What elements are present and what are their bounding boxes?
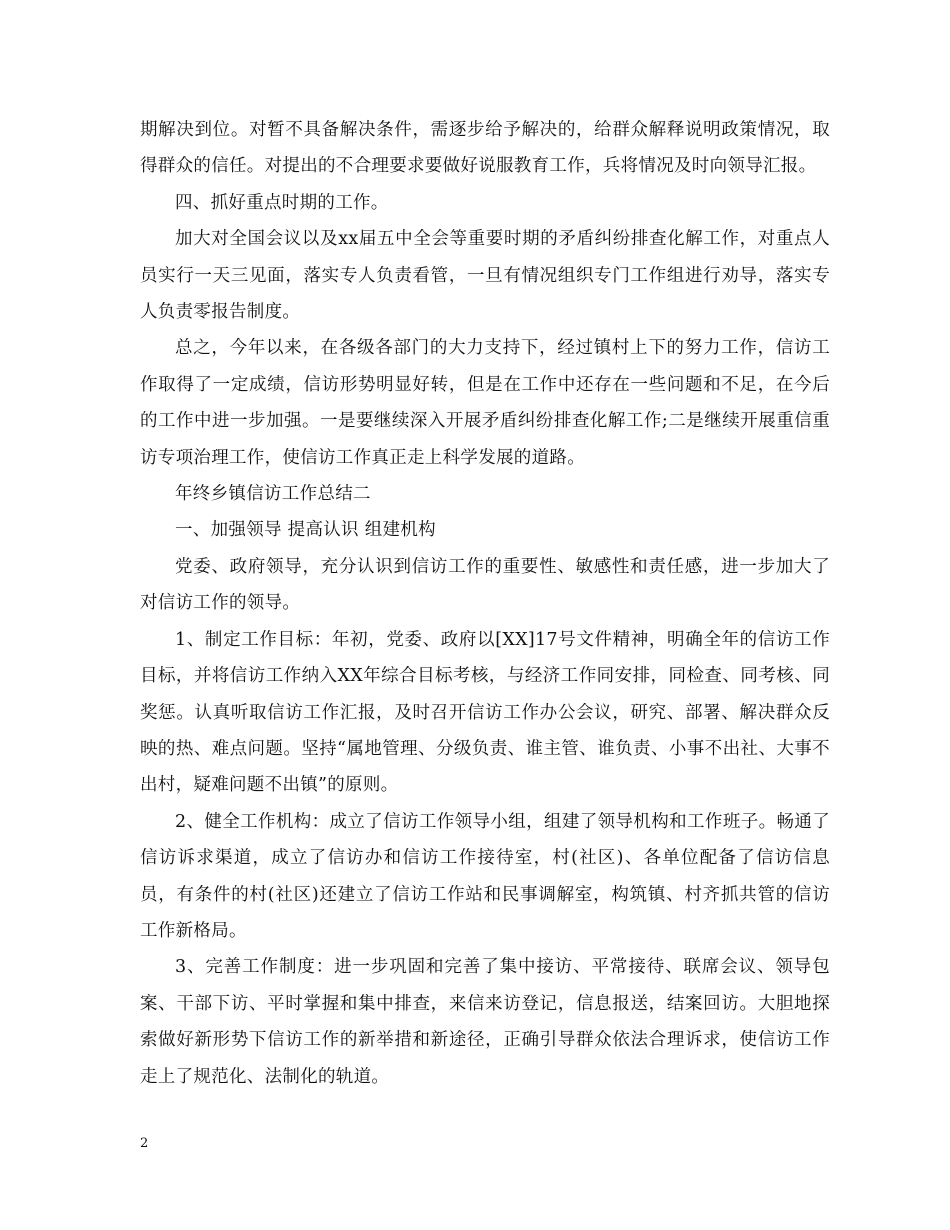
document-title-2: 年终乡镇信访工作总结二 <box>175 484 371 505</box>
list-item-2: 2、健全工作机构：成立了信访工作领导小组，组建了领导机构和工作班子。畅通了信访诉求渠道，成立了信访办和信访工作接待室，村(社区)、各单位配备了信访信息员，有条件的村(社区)还建立了信访工作站和民事调解室，构筑镇、村齐抓共管的信访工作新格局。 <box>140 811 830 941</box>
paragraph-2: 加大对全国会议以及xx届五中全会等重要时期的矛盾纠纷排查化解工作，对重点人员实行一天三见面，落实专人负责看管，一旦有情况组织专门工作组进行劝导，落实专人负责零报告制度。 <box>140 229 830 323</box>
document-body <box>140 112 830 1095</box>
paragraph-3: 总之，今年以来，在各级各部门的大力支持下，经过镇村上下的努力工作，信访工作取得了一定成绩，信访形势明显好转，但是在工作中还存在一些问题和不足，在今后的工作中进一步加强。一是要继续深入开展矛盾纠纷排查化解工作;二是继续开展重信重访专项治理工作，使信访工作真正走上科学发展的道路。 <box>140 338 830 468</box>
page-number: 2 <box>140 1136 149 1151</box>
paragraph-1: 期解决到位。对暂不具备解决条件，需逐步给予解决的，给群众解释说明政策情况，取得群众的信任。对提出的不合理要求要做好说服教育工作，兵将情况及时向领导汇报。 <box>140 120 830 177</box>
list-item-3: 3、完善工作制度：进一步巩固和完善了集中接访、平常接待、联席会议、领导包案、干部下访、平时掌握和集中排查，来信来访登记，信息报送，结案回访。大胆地探索做好新形势下信访工作的新举措和新途径，正确引导群众依法合理诉求，使信访工作走上了规范化、法制化的轨道。 <box>140 957 830 1087</box>
paragraph-4: 党委、政府领导，充分认识到信访工作的重要性、敏感性和责任感，进一步加大了对信访工作的领导。 <box>140 556 830 614</box>
list-item-1: 1、制定工作目标：年初，党委、政府以[XX]17号文件精神，明确全年的信访工作目标，并将信访工作纳入XX年综合目标考核，与经济工作同安排，同检查、同考核、同奖惩。认真听取信访工作汇报，及时召开信访工作办公会议，研究、部署、解决群众反映的热、难点问题。坚持“属地管理、分级负责、谁主管、谁负责、小事不出社、大事不出村，疑难问题不出镇”的原则。 <box>140 629 830 796</box>
section-heading-4: 四、抓好重点时期的工作。 <box>175 192 389 213</box>
section-heading-1: 一、加强领导 提高认识 组建机构 <box>175 520 436 541</box>
